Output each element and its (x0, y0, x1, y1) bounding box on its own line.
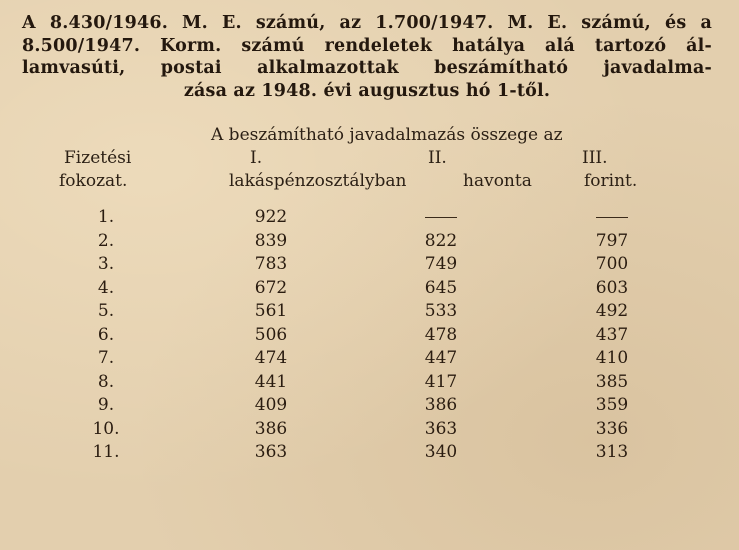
table-header-grade-line2: fokozat. (59, 171, 128, 191)
row-col3: 797 (595, 230, 629, 251)
table-header-bottom-left: lakáspénzosztályban (229, 171, 407, 191)
row-col1: 386 (254, 418, 288, 439)
row-col1: 409 (254, 395, 288, 415)
table-header-bottom-mid: havonta (463, 171, 532, 191)
row-col2: 478 (424, 324, 458, 345)
row-col1: 474 (254, 348, 288, 368)
row-col1: 839 (254, 230, 288, 251)
row-col3: 359 (595, 395, 629, 415)
row-col2: 340 (424, 442, 458, 462)
row-grade: 5. (97, 301, 115, 321)
row-col2: 533 (424, 301, 458, 321)
row-grade: 4. (97, 277, 115, 298)
row-col2: 749 (424, 254, 458, 274)
row-col2: 386 (424, 395, 458, 415)
row-grade: 8. (97, 371, 115, 392)
em-dash (425, 217, 457, 219)
row-col1: 506 (254, 324, 288, 345)
row-col3 (572, 206, 652, 228)
heading-line-3: lamvasúti, postai alkalmazottak beszámítható javadalma- (22, 58, 712, 78)
heading-line-4: zása az 1948. évi augusztus hó 1-től. (183, 80, 551, 101)
row-col2: 822 (424, 230, 458, 251)
row-col3: 410 (595, 348, 629, 368)
row-grade: 11. (92, 442, 120, 462)
row-col2 (401, 206, 481, 228)
table-header-col3: III. (582, 148, 608, 168)
em-dash (596, 217, 628, 219)
row-col3: 603 (595, 277, 629, 298)
row-col1: 783 (254, 254, 288, 274)
heading-line-2: 8.500/1947. Korm. számú rendeletek hatálya alá tartozó ál- (22, 35, 712, 56)
row-grade: 7. (97, 348, 115, 368)
table-header-top: A beszámítható javadalmazás összege az (211, 125, 563, 145)
row-col1: 672 (254, 277, 288, 298)
row-col3: 437 (595, 324, 629, 345)
table-header-col1: I. (250, 148, 263, 168)
row-col3: 700 (595, 254, 629, 274)
row-col2: 417 (424, 371, 458, 392)
document-heading (22, 12, 712, 102)
row-grade: 2. (97, 230, 115, 251)
row-col2: 645 (424, 277, 458, 298)
row-grade: 1. (97, 207, 115, 227)
row-col3: 492 (595, 301, 629, 321)
row-grade: 10. (92, 418, 120, 439)
row-col3: 336 (595, 418, 629, 439)
row-grade: 9. (97, 395, 115, 415)
row-col1: 363 (254, 442, 288, 462)
row-grade: 3. (97, 254, 115, 274)
row-col3: 313 (595, 442, 629, 462)
row-col2: 363 (424, 418, 458, 439)
row-col1: 561 (254, 301, 288, 321)
table-header-grade-line1: Fizetési (64, 148, 132, 168)
row-grade: 6. (97, 324, 115, 345)
heading-line-1: A 8.430/1946. M. E. számú, az 1.700/1947. M. E. számú, és a (22, 13, 712, 33)
table-header-col2: II. (428, 148, 447, 168)
row-col3: 385 (595, 371, 629, 392)
row-col1: 441 (254, 371, 288, 392)
row-col1: 922 (254, 207, 288, 227)
table-header-bottom-right: forint. (584, 171, 638, 191)
row-col2: 447 (424, 348, 458, 368)
